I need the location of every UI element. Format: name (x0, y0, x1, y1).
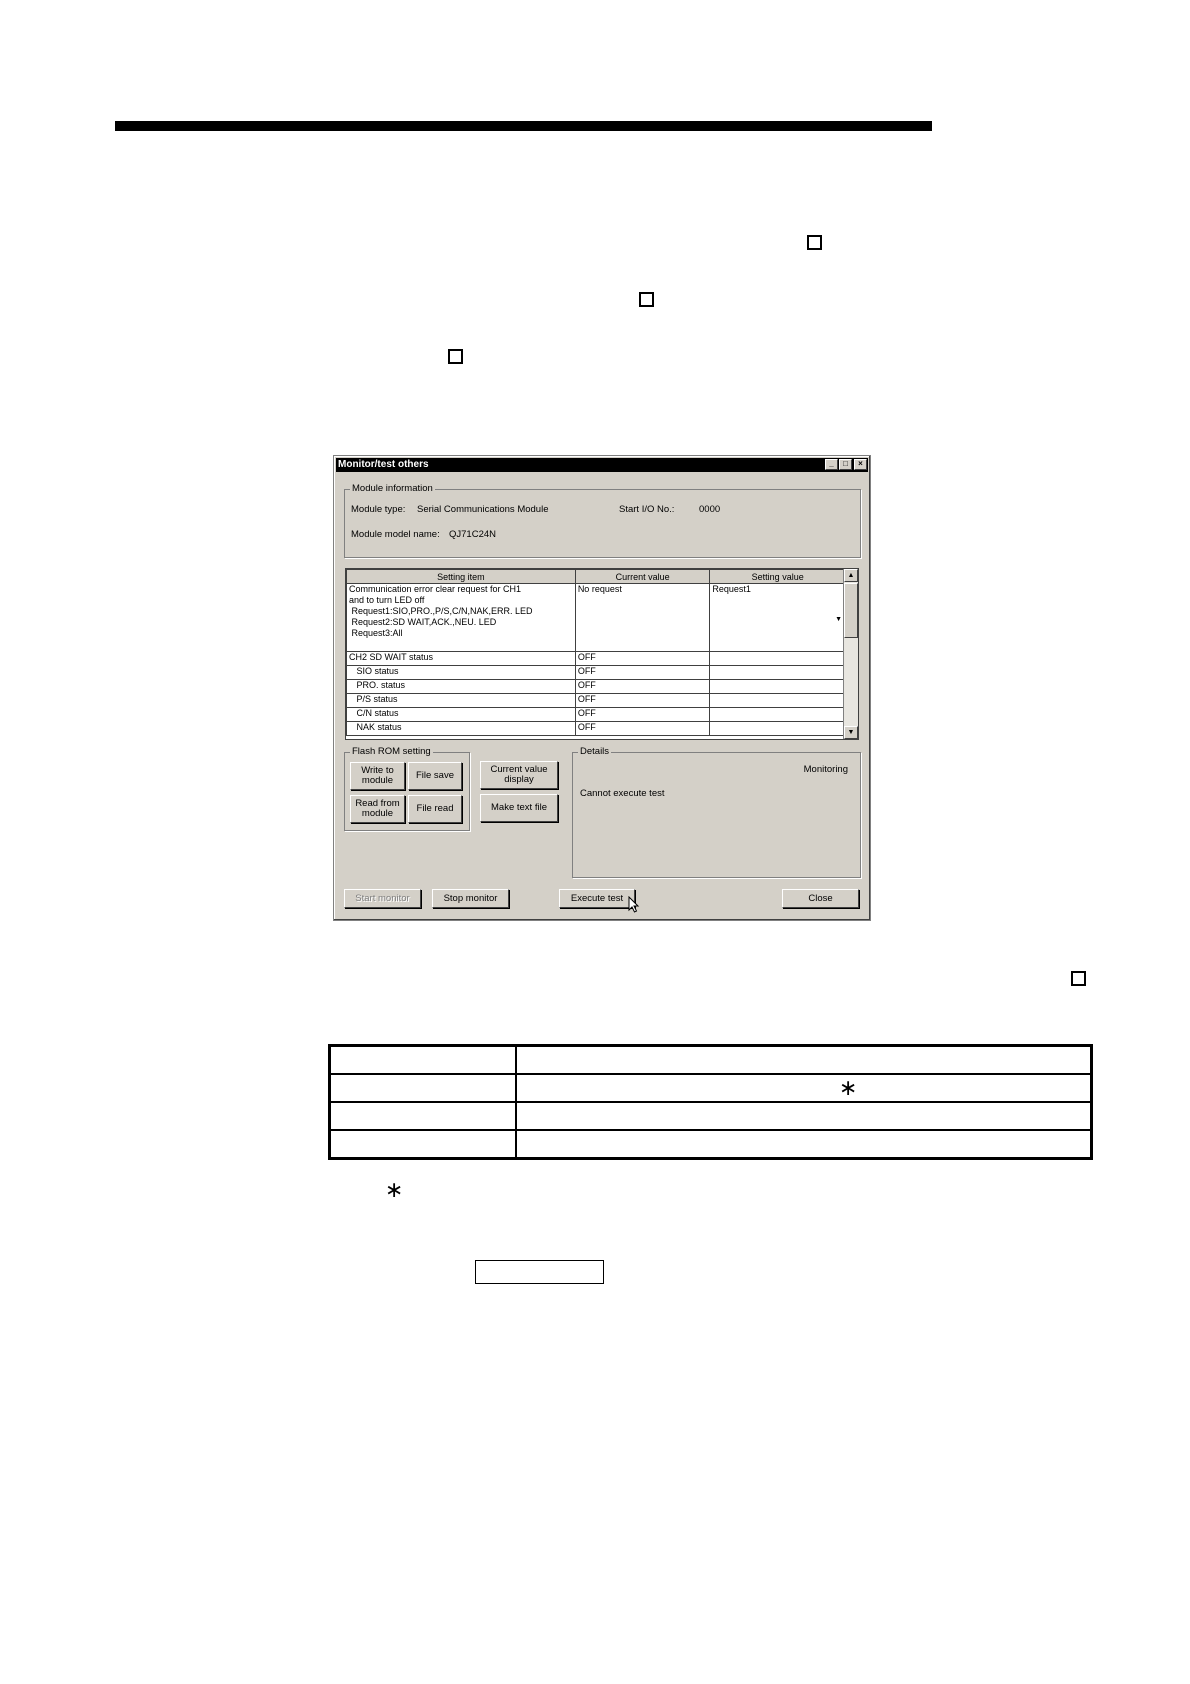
placeholder-box (807, 235, 822, 250)
row-setting[interactable] (710, 694, 846, 708)
flash-rom-group (344, 746, 470, 831)
table-row (347, 680, 846, 694)
table-row (347, 584, 846, 652)
request-item-line: and to turn LED off (349, 595, 425, 605)
stop-monitor-button[interactable]: Stop monitor (432, 889, 509, 908)
row-item: CH2 SD WAIT status (347, 652, 576, 666)
make-text-file-button[interactable]: Make text file (480, 794, 558, 822)
grid-scrollbar[interactable] (843, 569, 858, 739)
scroll-down-icon[interactable]: ▼ (844, 726, 858, 739)
footnote-asterisk: ∗ (385, 1178, 404, 1203)
request-item-line: Request2:SD WAIT,ACK.,NEU. LED (349, 617, 497, 627)
table-cell (330, 1046, 517, 1075)
row-item: NAK status (347, 722, 576, 736)
setting-table (346, 569, 846, 736)
table-row (347, 722, 846, 736)
table-row (330, 1130, 1092, 1159)
module-info-group (344, 483, 861, 558)
row-current: OFF (575, 652, 710, 666)
request-item-line: Communication error clear request for CH1 (349, 584, 522, 594)
row-setting[interactable] (710, 666, 846, 680)
request-item-line: Request1:SIO,PRO.,P/S,C/N,NAK,ERR. LED (349, 606, 533, 616)
request-current-value: No request (575, 584, 710, 652)
details-legend: Details (580, 746, 610, 757)
table-cell (330, 1102, 517, 1130)
row-current: OFF (575, 680, 710, 694)
close-button[interactable]: Close (782, 889, 859, 908)
details-message: Cannot execute test (580, 788, 665, 799)
row-setting[interactable] (710, 722, 846, 736)
request-item-cell (347, 584, 576, 652)
blank-key-box (475, 1260, 604, 1284)
table-cell (330, 1130, 517, 1159)
request-item-line: Request3:All (349, 628, 403, 638)
row-item: P/S status (347, 694, 576, 708)
details-group (572, 746, 861, 878)
table-cell (516, 1074, 1092, 1102)
asterisk-mark: ∗ (839, 1076, 858, 1101)
row-setting[interactable] (710, 680, 846, 694)
maximize-icon[interactable]: □ (839, 459, 852, 470)
dialog-title: Monitor/test others (338, 459, 429, 470)
description-table (328, 1044, 1093, 1160)
table-row (347, 666, 846, 680)
write-to-module-button[interactable]: Write to module (350, 762, 405, 790)
minimize-icon[interactable]: _ (825, 459, 838, 470)
request-setting-value: Request1 (712, 584, 751, 594)
placeholder-box (639, 292, 654, 307)
placeholder-box (1071, 971, 1086, 986)
table-cell (516, 1130, 1092, 1159)
details-status: Monitoring (803, 764, 848, 775)
model-name-value: QJ71C24N (449, 529, 496, 540)
row-setting[interactable] (710, 652, 846, 666)
row-current: OFF (575, 666, 710, 680)
header-rule (115, 121, 932, 131)
table-cell (330, 1074, 517, 1102)
execute-test-button[interactable]: Execute test (559, 889, 635, 908)
setting-grid[interactable] (345, 568, 859, 740)
row-item: SIO status (347, 666, 576, 680)
table-cell (516, 1102, 1092, 1130)
mouse-cursor-icon (628, 896, 640, 914)
table-row (330, 1046, 1092, 1075)
table-cell (516, 1046, 1092, 1075)
placeholder-box (448, 349, 463, 364)
start-io-label: Start I/O No.: (619, 504, 675, 515)
flash-rom-legend: Flash ROM setting (352, 746, 431, 757)
row-current: OFF (575, 722, 710, 736)
row-item: C/N status (347, 708, 576, 722)
start-monitor-button[interactable]: Start monitor (344, 889, 421, 908)
file-read-button[interactable]: File read (408, 795, 462, 823)
table-row (347, 694, 846, 708)
table-row (330, 1074, 1092, 1102)
column-header-setting-item[interactable]: Setting item (347, 570, 576, 584)
current-value-display-button[interactable]: Current value display (480, 761, 558, 789)
file-save-button[interactable]: File save (408, 762, 462, 790)
table-row (347, 708, 846, 722)
row-setting[interactable] (710, 708, 846, 722)
table-row (347, 652, 846, 666)
module-type-value: Serial Communications Module (417, 504, 549, 515)
close-icon[interactable]: × (854, 459, 867, 470)
model-name-label: Module model name: (351, 529, 440, 540)
scroll-thumb[interactable] (844, 583, 858, 638)
read-from-module-button[interactable]: Read from module (350, 795, 405, 823)
monitor-test-dialog (333, 455, 871, 921)
column-header-current-value[interactable]: Current value (575, 570, 710, 584)
row-current: OFF (575, 708, 710, 722)
request-setting-select[interactable] (710, 584, 846, 652)
row-current: OFF (575, 694, 710, 708)
module-type-label: Module type: (351, 504, 406, 515)
dialog-titlebar (336, 458, 868, 472)
start-io-value: 0000 (699, 504, 721, 515)
column-header-setting-value[interactable]: Setting value (710, 570, 846, 584)
module-info-legend: Module information (352, 483, 433, 494)
table-row (330, 1102, 1092, 1130)
dropdown-arrow-icon[interactable]: ▼ (835, 616, 842, 623)
row-item: PRO. status (347, 680, 576, 694)
scroll-up-icon[interactable]: ▲ (844, 569, 858, 582)
